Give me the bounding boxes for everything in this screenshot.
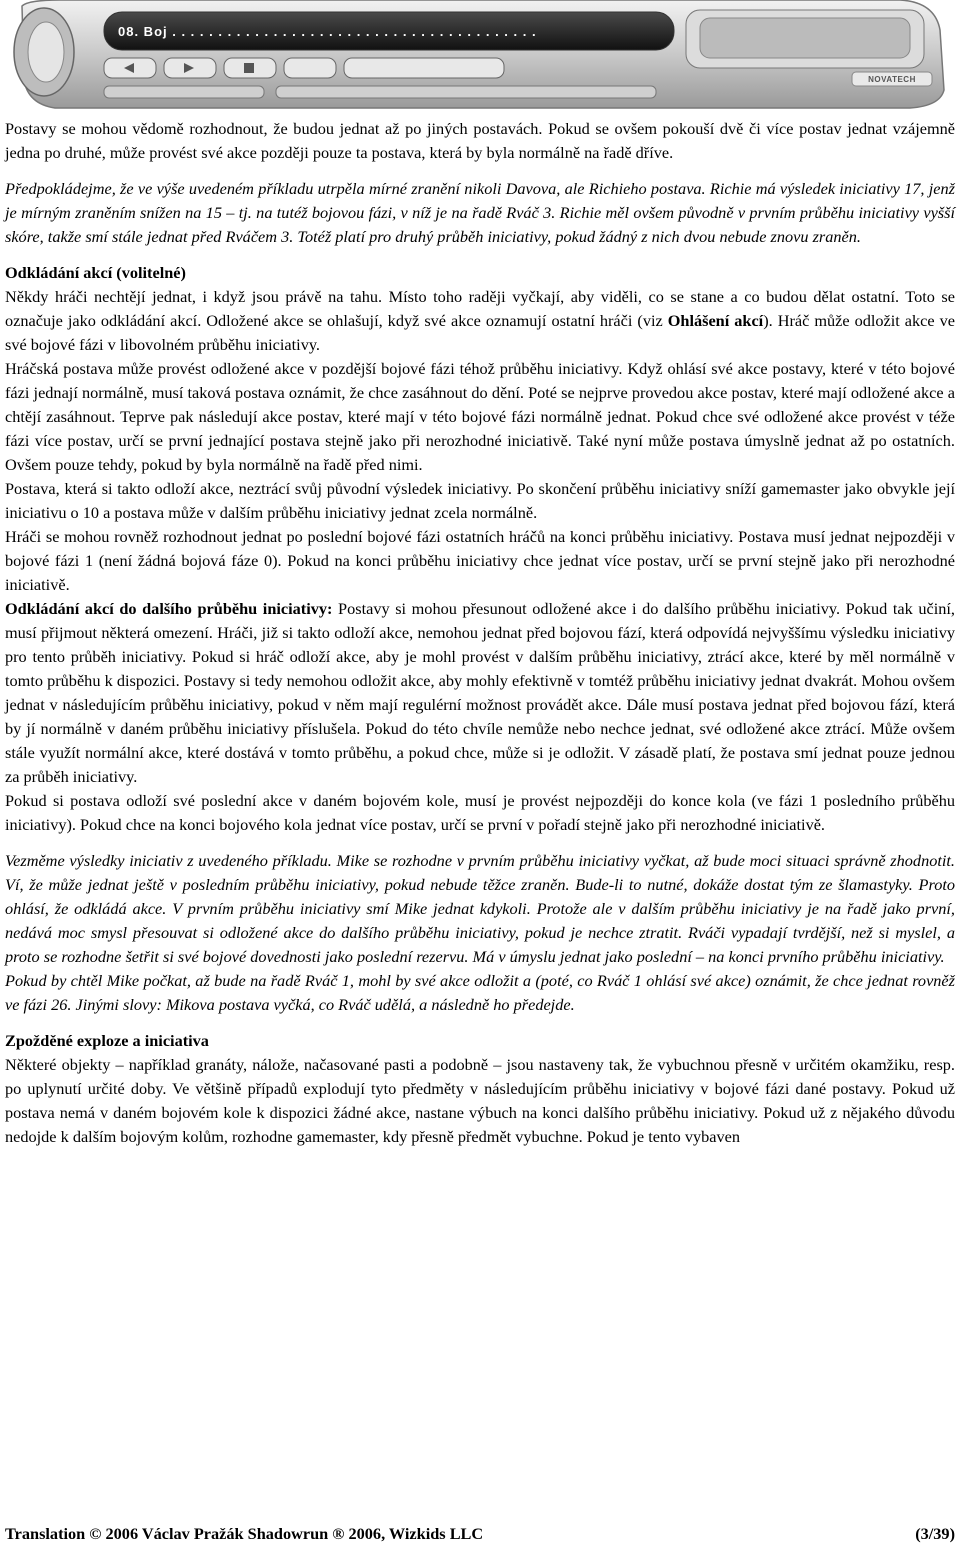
example-paragraph-mike: Vezměme výsledky iniciativ z uvedeného příkladu. Mike se rozhodne v prvním průběhu iniciativy vyčkat, až bude moci situaci správně zhodnotit. Ví, že může jednat ještě v posledním průběhu iniciativy, pokud nebude těžce zraněn. Bude-li to nutné, dokáže dostat tým ze šlamastyky. Proto ohlásí, že odkládá akce. V prvním průběhu iniciativy smí Mike jednat kdykoli. Protože ale v dalším průběhu iniciativy je na řadě jako první, nedává moc smysl přesouvat si odložené akce do dalšího průběhu iniciativy, pokud je nechce ztratit. Rváči vypadají tvrdější, než si myslel, a proto se rozhodne šetřit si své bojové dovednosti jako poslední rezervu. Má v úmyslu jednat jako poslední – na konci prvního průběhu iniciativy. [5, 851, 955, 966]
paragraph-intro: Postavy se mohou vědomě rozhodnout, že budou jednat až po jiných postavách. Pokud se ovšem pokouší dvě či více postav jednat vzájemně jedna po druhé, může provést své akce později pouze ta postava, která by byla normálně na řadě dříve. [5, 119, 955, 162]
paragraph-end-of-pass: Hráči se mohou rovněž rozhodnout jednat po poslední bojové fázi ostatních hráčů na konci průběhu iniciativy. Postava musí jednat nejpozději v bojové fázi 1 (není žádná bojová fáze 0). Pokud na konci průběhu iniciativy chce jednat více postav, určí se první stejně jako při nerozhodné iniciativě. [5, 527, 955, 594]
page-number: (3/39) [915, 1524, 955, 1543]
paragraph-explosions: Některé objekty – například granáty, nálože, načasované pasti a podobně – jsou nastaveny tak, že vybuchnou přesně v určitém okamžiku, resp. po uplynutí určité doby. Ve většině případů explodují tyto předměty v následujícím průběhu iniciativy v bojové fázi dané postavy. Pokud už postava nemá v daném bojovém kole k dispozici žádné akce, nastane výbuch na konci dalšího průběhu iniciativy. Pokud už z nějakého důvodu nedojde k dalším bojovým kolům, rozhodne gamemaster, kdy přesně předmět vybuchne. Pokud je tento vybaven [5, 1055, 955, 1146]
title-dots: . . . . . . . . . . . . . . . . . . . . . . . . . . . . . . . . . . . . . . . . [167, 24, 537, 39]
example-paragraph-mike-2: Pokud by chtěl Mike počkat, až bude na řadě Rváč 1, mohl by své akce odložit a (poté, co Rváč 1 ohlásí své akce) oznámit, že chce jednat rovněž ve fázi 26. Jinými slovy: Mikova postava vyčká, co Rváč udělá, a následně ho předejde. [5, 971, 955, 1014]
brand-logo: NOVATECH [868, 75, 916, 84]
text-run: ). Hráč může odložit akce ve své bojové fázi v libovolném průběhu iniciativy. [5, 311, 956, 354]
page-footer [5, 1522, 955, 1546]
text-run: Někdy hráči nechtějí jednat, i když jsou právě na tahu. Místo toho raději vyčkají, aby viděli, co se stane a co budou dělat ostatní. Toto se označuje jako odkládání akcí. Odložené akce se ohlašují, když své akce oznamují ostatní hráči (viz [5, 287, 955, 330]
paragraph-delaying [5, 285, 955, 357]
paragraph-keeps-initiative: Postava, která si takto odloží akce, neztrácí svůj původní výsledek iniciativy. Po skončení průběhu iniciativy sníží gamemaster jako obvykle její iniciativu o 10 a postava může v dalším průběhu iniciativy jednat zcela normálně. [5, 479, 955, 522]
section-heading-delayed-explosions: Zpožděné exploze a iniciativa [5, 1031, 209, 1050]
footer-copyright: Translation © 2006 Václav Pražák Shadowrun ® 2006, Wizkids LLC [5, 1524, 484, 1543]
example-paragraph-richie: Předpokládejme, že ve výše uvedeném příkladu utrpěla mírné zranění nikoli Davova, ale Richieho postava. Richie má výsledek iniciativy 17, jenž je mírným zraněním snížen na 15 – tj. na tutéž bojovou fázi, v níž je na řadě Rváč 3. Richie měl ovšem původně v prvním průběhu iniciativy vyšší skóre, takže smí stále jednat před Rváčem 3. Totéž platí pro druhý průběh iniciativy, pokud žádný z nich dvou nebude znovu zraněn. [5, 179, 955, 246]
paragraph-next-pass [5, 597, 955, 789]
chapter-title-text: 08. Boj [118, 24, 168, 39]
paragraph-player-character: Hráčská postava může provést odložené akce v pozdější bojové fázi téhož průběhu iniciativy. Když ohlásí své akce postavy, které v této bojové fázi jednají normálně, musí taková postava oznámit, že chce zasáhnout do dění. Poté se nejprve provedou akce postav, které mají odložené akce a chtějí zasáhnout. Teprve pak následují akce postav, které mají v této bojové fázi normálně jednat. Pokud chce své odložené akce provést v téže fázi více postav, určí se první jednající postava stejně jako při nerozhodné iniciativě. Také nyní může postava úmyslně jednat až po ostatních. Ovšem pouze tehdy, pokud by byla normálně na řadě před nimi. [5, 359, 955, 474]
chapter-title [118, 24, 537, 39]
paragraph-last-actions: Pokud si postava odloží své poslední akce v daném bojovém kole, musí je provést nejpozději do konce kola (ve fázi 1 posledního průběhu iniciativy). Pokud chce na konci bojového kola jednat více postav, určí se první v pořadí stejně jako při nerozhodné iniciativě. [5, 791, 955, 834]
player-frame-graphic [0, 0, 960, 112]
page-header [0, 0, 960, 112]
document-body [5, 117, 955, 1149]
run-in-heading-next-pass: Odkládání akcí do dalšího průběhu iniciativy: [5, 599, 333, 618]
text-run: Postavy si mohou přesunout odložené akce i do dalšího průběhu iniciativy. Pokud tak učiní, musí přijmout některá omezení. Hráči, již si takto odloží akce, nemohou jednat před bojovou fází, která odpovídá nejvyššímu výsledku iniciativy pro tento průběh iniciativy. Pokud si hráč odloží akce, aby je mohl provést v dalším průběhu iniciativy, ztrácí akce, které by měl normálně v tomto průběhu k dispozici. Postavy si tedy nemohou odložit akce, aby mohly efektivně v tomtéž průběhu iniciativy jednat dvakrát. Mohou ovšem jednat v následujícím průběhu iniciativy, pokud v něm mají regulérní možnost provádět akce. Dále musí postava jednat před bojovou fází, která by jí normálně v daném průběhu iniciativy příslušela. Pokud do této chvíle nemůže nebo nechce jednat, své odložené akce ztrácí. Může ovšem stále využít normální akce, které dostává v tomto průběhu, a pokud chce, může si je odložit. V zásadě platí, že postava smí jednat pouze jednou za průběh iniciativy. [5, 599, 955, 786]
reference-announcing-actions: Ohlášení akcí [667, 311, 764, 330]
section-heading-delaying-actions: Odkládání akcí (volitelné) [5, 263, 186, 282]
